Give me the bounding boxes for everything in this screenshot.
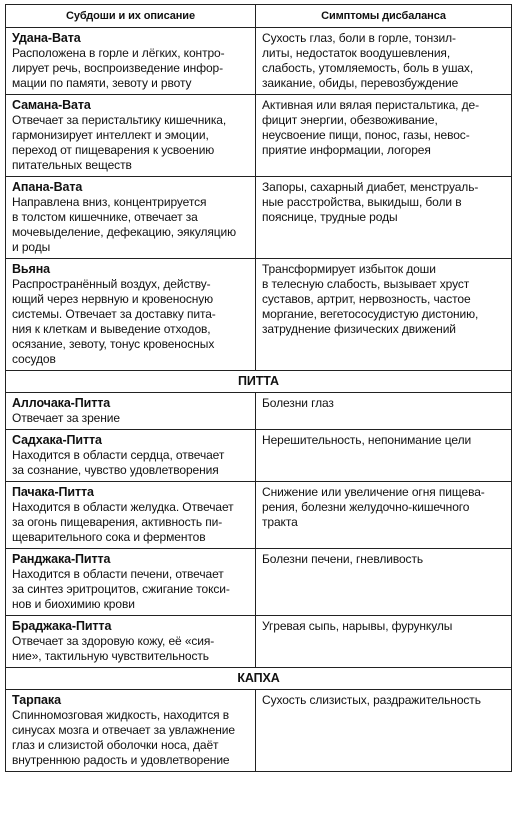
subdosha-cell [6,616,256,668]
symptoms-cell: Болезни печени, гневливость [256,549,512,616]
subdosha-name: Апана-Вата [12,180,83,194]
subdosha-description: Находится в области печени, отвечает за синтез эритроцитов, сжигание токси- нов и биохимию крови [12,567,230,611]
subdosha-table-page [5,4,511,772]
header-row [6,5,512,28]
symptoms-cell: Болезни глаз [256,393,512,430]
table-row [6,28,512,95]
table-row [6,393,512,430]
section-row [6,371,512,393]
symptoms-cell: Нерешительность, непонимание цели [256,430,512,482]
subdosha-name: Ранджака-Питта [12,552,111,566]
symptoms-cell: Активная или вялая перистальтика, де- фицит энергии, обезвоживание, неусвоение пищи, понос, газы, невос- приятие информации, логорея [256,95,512,177]
header-symptoms: Симптомы дисбаланса [256,5,512,28]
table-row [6,95,512,177]
subdosha-description: Отвечает за перистальтику кишечника, гармонизирует интеллект и эмоции, переход от пищеварения к усвоению питательных веществ [12,113,227,172]
subdosha-description: Отвечает за зрение [12,411,120,425]
table-row [6,177,512,259]
subdosha-name: Вьяна [12,262,51,276]
subdosha-description: Находится в области сердца, отвечает за сознание, чувство удовлетворения [12,448,225,477]
subdosha-cell [6,549,256,616]
subdosha-cell [6,95,256,177]
subdosha-cell [6,482,256,549]
symptoms-cell: Угревая сыпь, нарывы, фурункулы [256,616,512,668]
subdosha-description: Направлена вниз, концентрируется в толстом кишечнике, отвечает за мочевыделение, дефекацию, эякуляцию и роды [12,195,237,254]
table-row [6,430,512,482]
subdosha-cell [6,177,256,259]
table-row [6,549,512,616]
subdosha-description: Спинномозговая жидкость, находится в синусах мозга и отвечает за увлажнение глаз и слизистой оболочки носа, даёт внутреннюю радость и удовлетворение [12,708,235,767]
symptoms-cell: Запоры, сахарный диабет, менструаль- ные расстройства, выкидыш, боли в пояснице, трудные роды [256,177,512,259]
subdosha-description: Находится в области желудка. Отвечает за огонь пищеварения, активность пи- щеварительного сока и ферментов [12,500,234,544]
subdosha-cell [6,28,256,95]
header-subdoshas: Субдоши и их описание [6,5,256,28]
symptoms-cell: Трансформирует избыток доши в телесную слабость, вызывает хруст суставов, артрит, нервозность, частое моргание, вегетососудистую дистонию, затруднение физических движений [256,259,512,371]
subdosha-cell [6,393,256,430]
subdosha-table [5,4,512,772]
subdosha-description: Отвечает за здоровую кожу, её «сия- ние», тактильную чувствительность [12,634,215,663]
table-row [6,259,512,371]
table-row [6,616,512,668]
symptoms-cell: Сухость глаз, боли в горле, тонзил- литы, недостаток воодушевления, слабость, утомляемость, боль в ушах, заикание, обиды, перевозбуждение [256,28,512,95]
symptoms-cell: Снижение или увеличение огня пищева- рения, болезни желудочно-кишечного тракта [256,482,512,549]
subdosha-description: Расположена в горле и лёгких, контро- лирует речь, воспроизведение инфор- мации по памяти, зевоту и рвоту [12,46,225,90]
subdosha-name: Аллочака-Питта [12,396,111,410]
subdosha-name: Пачака-Питта [12,485,94,499]
subdosha-cell [6,690,256,772]
table-row [6,482,512,549]
subdosha-name: Садхака-Питта [12,433,102,447]
table-row [6,690,512,772]
section-title: КАПХА [6,668,512,690]
section-row [6,668,512,690]
section-title: ПИТТА [6,371,512,393]
subdosha-description: Распространённый воздух, действу- ющий через нервную и кровеносную системы. Отвечает за доставку пита- ния к клеткам и выведение отходов, осязание, зевоту, тонус кровеносных сосудов [12,277,216,366]
subdosha-name: Самана-Вата [12,98,91,112]
subdosha-name: Удана-Вата [12,31,81,45]
subdosha-cell [6,430,256,482]
subdosha-cell [6,259,256,371]
table-body [6,28,512,772]
symptoms-cell: Сухость слизистых, раздражительность [256,690,512,772]
subdosha-name: Тарпака [12,693,61,707]
subdosha-name: Браджака-Питта [12,619,112,633]
